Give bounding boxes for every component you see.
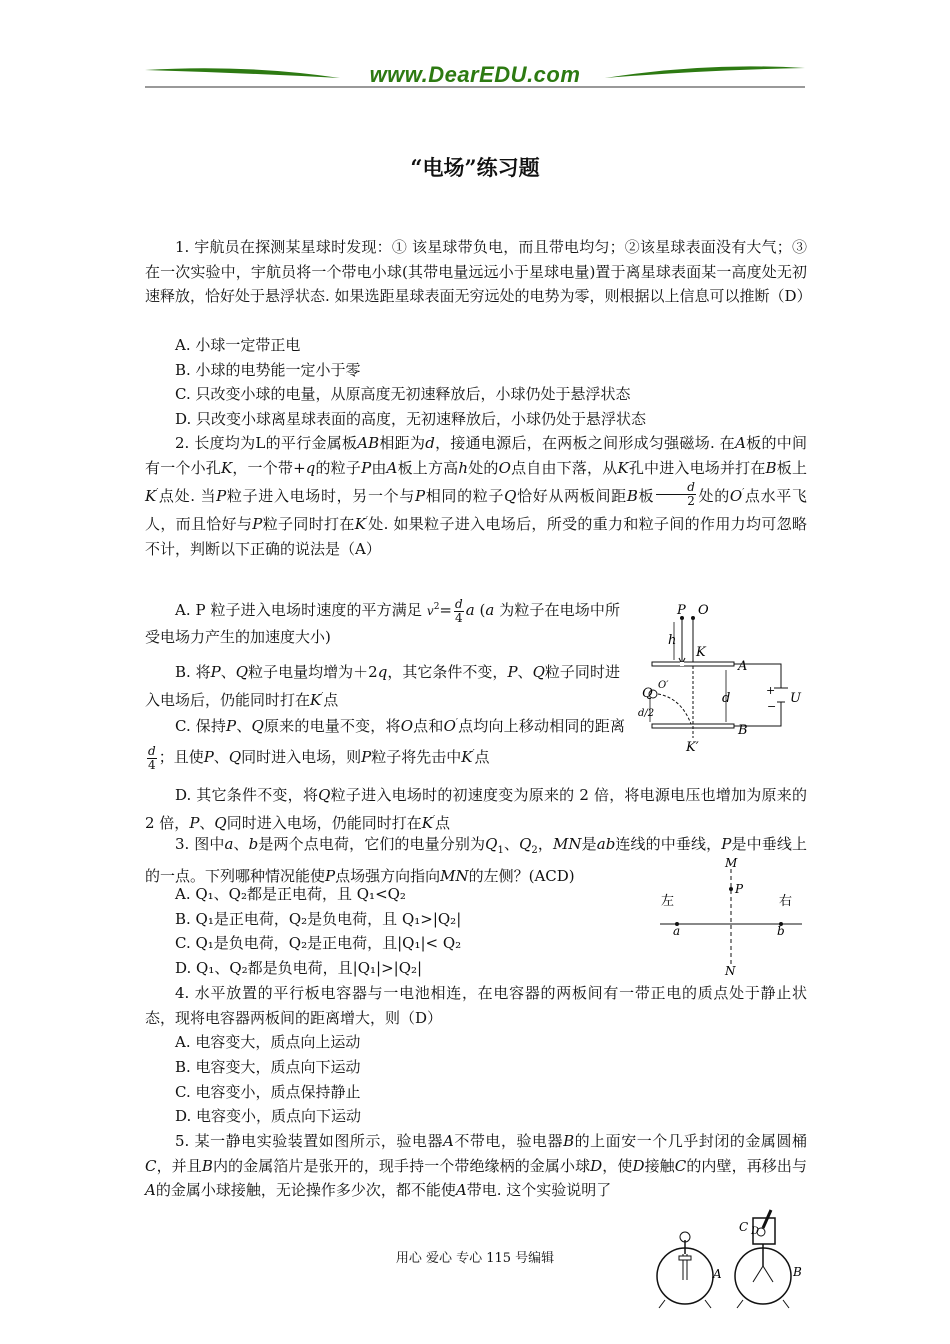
q4-option-b: B. 电容变大，质点向下运动 — [175, 1058, 361, 1076]
svg-text:K: K — [696, 645, 706, 660]
q2-option-d: D. 其它条件不变，将Q粒子进入电场时的初速度变为原来的 2 倍，将电源电压也增加为原来的 2 倍，P、Q同时进入电场，仍能同时打在K′点 — [145, 786, 807, 832]
svg-text:Q: Q — [642, 686, 653, 701]
page-title: “电场”练习题 — [410, 155, 540, 180]
q2-stem: 2. 长度均为L的平行金属板AB相距为d，接通电源后，在两板之间形成匀强磁场. 在A板的中间有一个小孔K，一个带+q的粒子P由A板上方高h处的O点自由下落，从K孔中进入电场并打在B板上K′点处. 当P粒子进入电场时，另一个与P相同的粒子Q恰好从两板间距B板 $\frac{d}{2}$ 处的O′点水平飞人，而且恰好与P粒子同时打在K′处. 如果粒子进入电场后，所受的重力和粒子间的作用力均可忽略不计，判断以下正确的说法是（A） — [145, 434, 807, 558]
svg-text:N: N — [725, 964, 736, 978]
svg-text:P: P — [677, 603, 686, 618]
svg-text:C: C — [739, 1220, 749, 1234]
svg-text:d: d — [722, 691, 731, 706]
svg-text:A: A — [738, 659, 748, 674]
svg-text:P: P — [735, 882, 744, 896]
q1-option-d: D. 只改变小球离星球表面的高度，无初速释放后，小球仍处于悬浮状态 — [175, 410, 647, 428]
svg-text:a: a — [673, 924, 681, 938]
q3-option-d: D. Q₁、Q₂都是负电荷，且|Q₁|>|Q₂| — [175, 959, 423, 977]
site-url: www.DearEDU.com — [369, 62, 581, 87]
point-o — [691, 616, 695, 620]
svg-text:+: + — [766, 684, 776, 697]
q4-stem: 4. 水平放置的平行板电容器与一电池相连，在电容器的两板间有一带正电的质点处于静止状态，现将电容器两板间的距离增大，则（D） — [145, 984, 807, 1027]
q1-option-b: B. 小球的电势能一定小于零 — [175, 361, 361, 379]
svg-text:h: h — [668, 633, 677, 648]
q1-option-a: A. 小球一定带正电 — [175, 336, 301, 354]
svg-text:b: b — [777, 924, 785, 938]
svg-text:D: D — [751, 1226, 760, 1237]
q3-stem: 3. 图中a、b是两个点电荷，它们的电量分别为$Q_1$、$Q_2$，MN是ab连线的中垂线，P是中垂线上的一点。下列哪种情况能使P点场强方向指向MN的左侧？(ACD) — [145, 835, 807, 885]
plate-a — [652, 662, 734, 666]
q3-charge-figure — [655, 855, 805, 980]
svg-text:右: 右 — [779, 894, 793, 909]
q3-option-b: B. Q₁是正电荷，Q₂是负电荷，且 Q₁>|Q₂| — [175, 910, 462, 928]
svg-text:O: O — [698, 603, 709, 618]
q4-option-c: C. 电容变小，质点保持静止 — [175, 1083, 361, 1101]
q4-option-d: D. 电容变小，质点向下运动 — [175, 1107, 362, 1125]
page-footer: 用心 爱心 专心 115 号编辑 — [395, 1251, 555, 1266]
svg-text:A: A — [713, 1267, 722, 1281]
q2-capacitor-figure — [636, 598, 811, 758]
q2-option-c: C. 保持P、Q原来的电量不变，将O点和O′点均向上移动相同的距离 $\frac{d}{4}$ ；且使P、Q同时进入电场，则P粒子将先击中K′点 — [148, 717, 625, 772]
svg-text:B: B — [793, 1265, 802, 1279]
q1-option-c: C. 只改变小球的电量，从原高度无初速释放后，小球仍处于悬浮状态 — [175, 385, 631, 403]
site-header — [145, 60, 805, 96]
q4-option-a: A. 电容变大，质点向上运动 — [175, 1033, 361, 1051]
svg-text:B: B — [738, 723, 748, 738]
q3-option-a: A. Q₁、Q₂都是正电荷，且 Q₁<Q₂ — [175, 885, 406, 903]
q1-stem: 1. 宇航员在探测某星球时发现：① 该星球带负电，而且带电均匀；②该星球表面没有大气；③在一次实验中，宇航员将一个带电小球(其带电量远远小于星球电量)置于离星球表面某一高度处无初速释放，恰好处于悬浮状态. 如果选距星球表面无穷远处的电势为零，则根据以上信息可以推断（D） — [145, 238, 812, 305]
svg-text:O′: O′ — [658, 680, 669, 691]
q5-stem: 5. 某一静电实验装置如图所示，验电器A不带电，验电器B的上面安一个几乎封闭的金属圆桶C，并且B内的金属箔片是张开的，现手持一个带绝缘柄的金属小球D，使D接触C的内壁，再移出与A的金属小球接触，无论操作多少次，都不能使A带电. 这个实验说明了 — [145, 1132, 807, 1199]
q2-option-b: B. 将P、Q粒子电量均增为＋2q，其它条件不变，P、Q粒子同时进入电场后，仍能同时打在K′点 — [145, 663, 620, 709]
svg-text:左: 左 — [661, 894, 675, 909]
svg-text:K′: K′ — [686, 740, 699, 755]
svg-text:M: M — [725, 856, 738, 870]
q2-option-a: A. P 粒子进入电场时速度的平方满足 $v^2=$ $\frac{d}{4}$ a (a 为粒子在电场中所受电场力产生的加速度大小) — [145, 596, 620, 646]
svg-text:−: − — [767, 700, 777, 713]
svg-text:U: U — [790, 691, 801, 706]
q3-option-c: C. Q₁是负电荷，Q₂是正电荷，且|Q₁|< Q₂ — [175, 934, 462, 952]
svg-text:d/2: d/2 — [638, 708, 655, 719]
